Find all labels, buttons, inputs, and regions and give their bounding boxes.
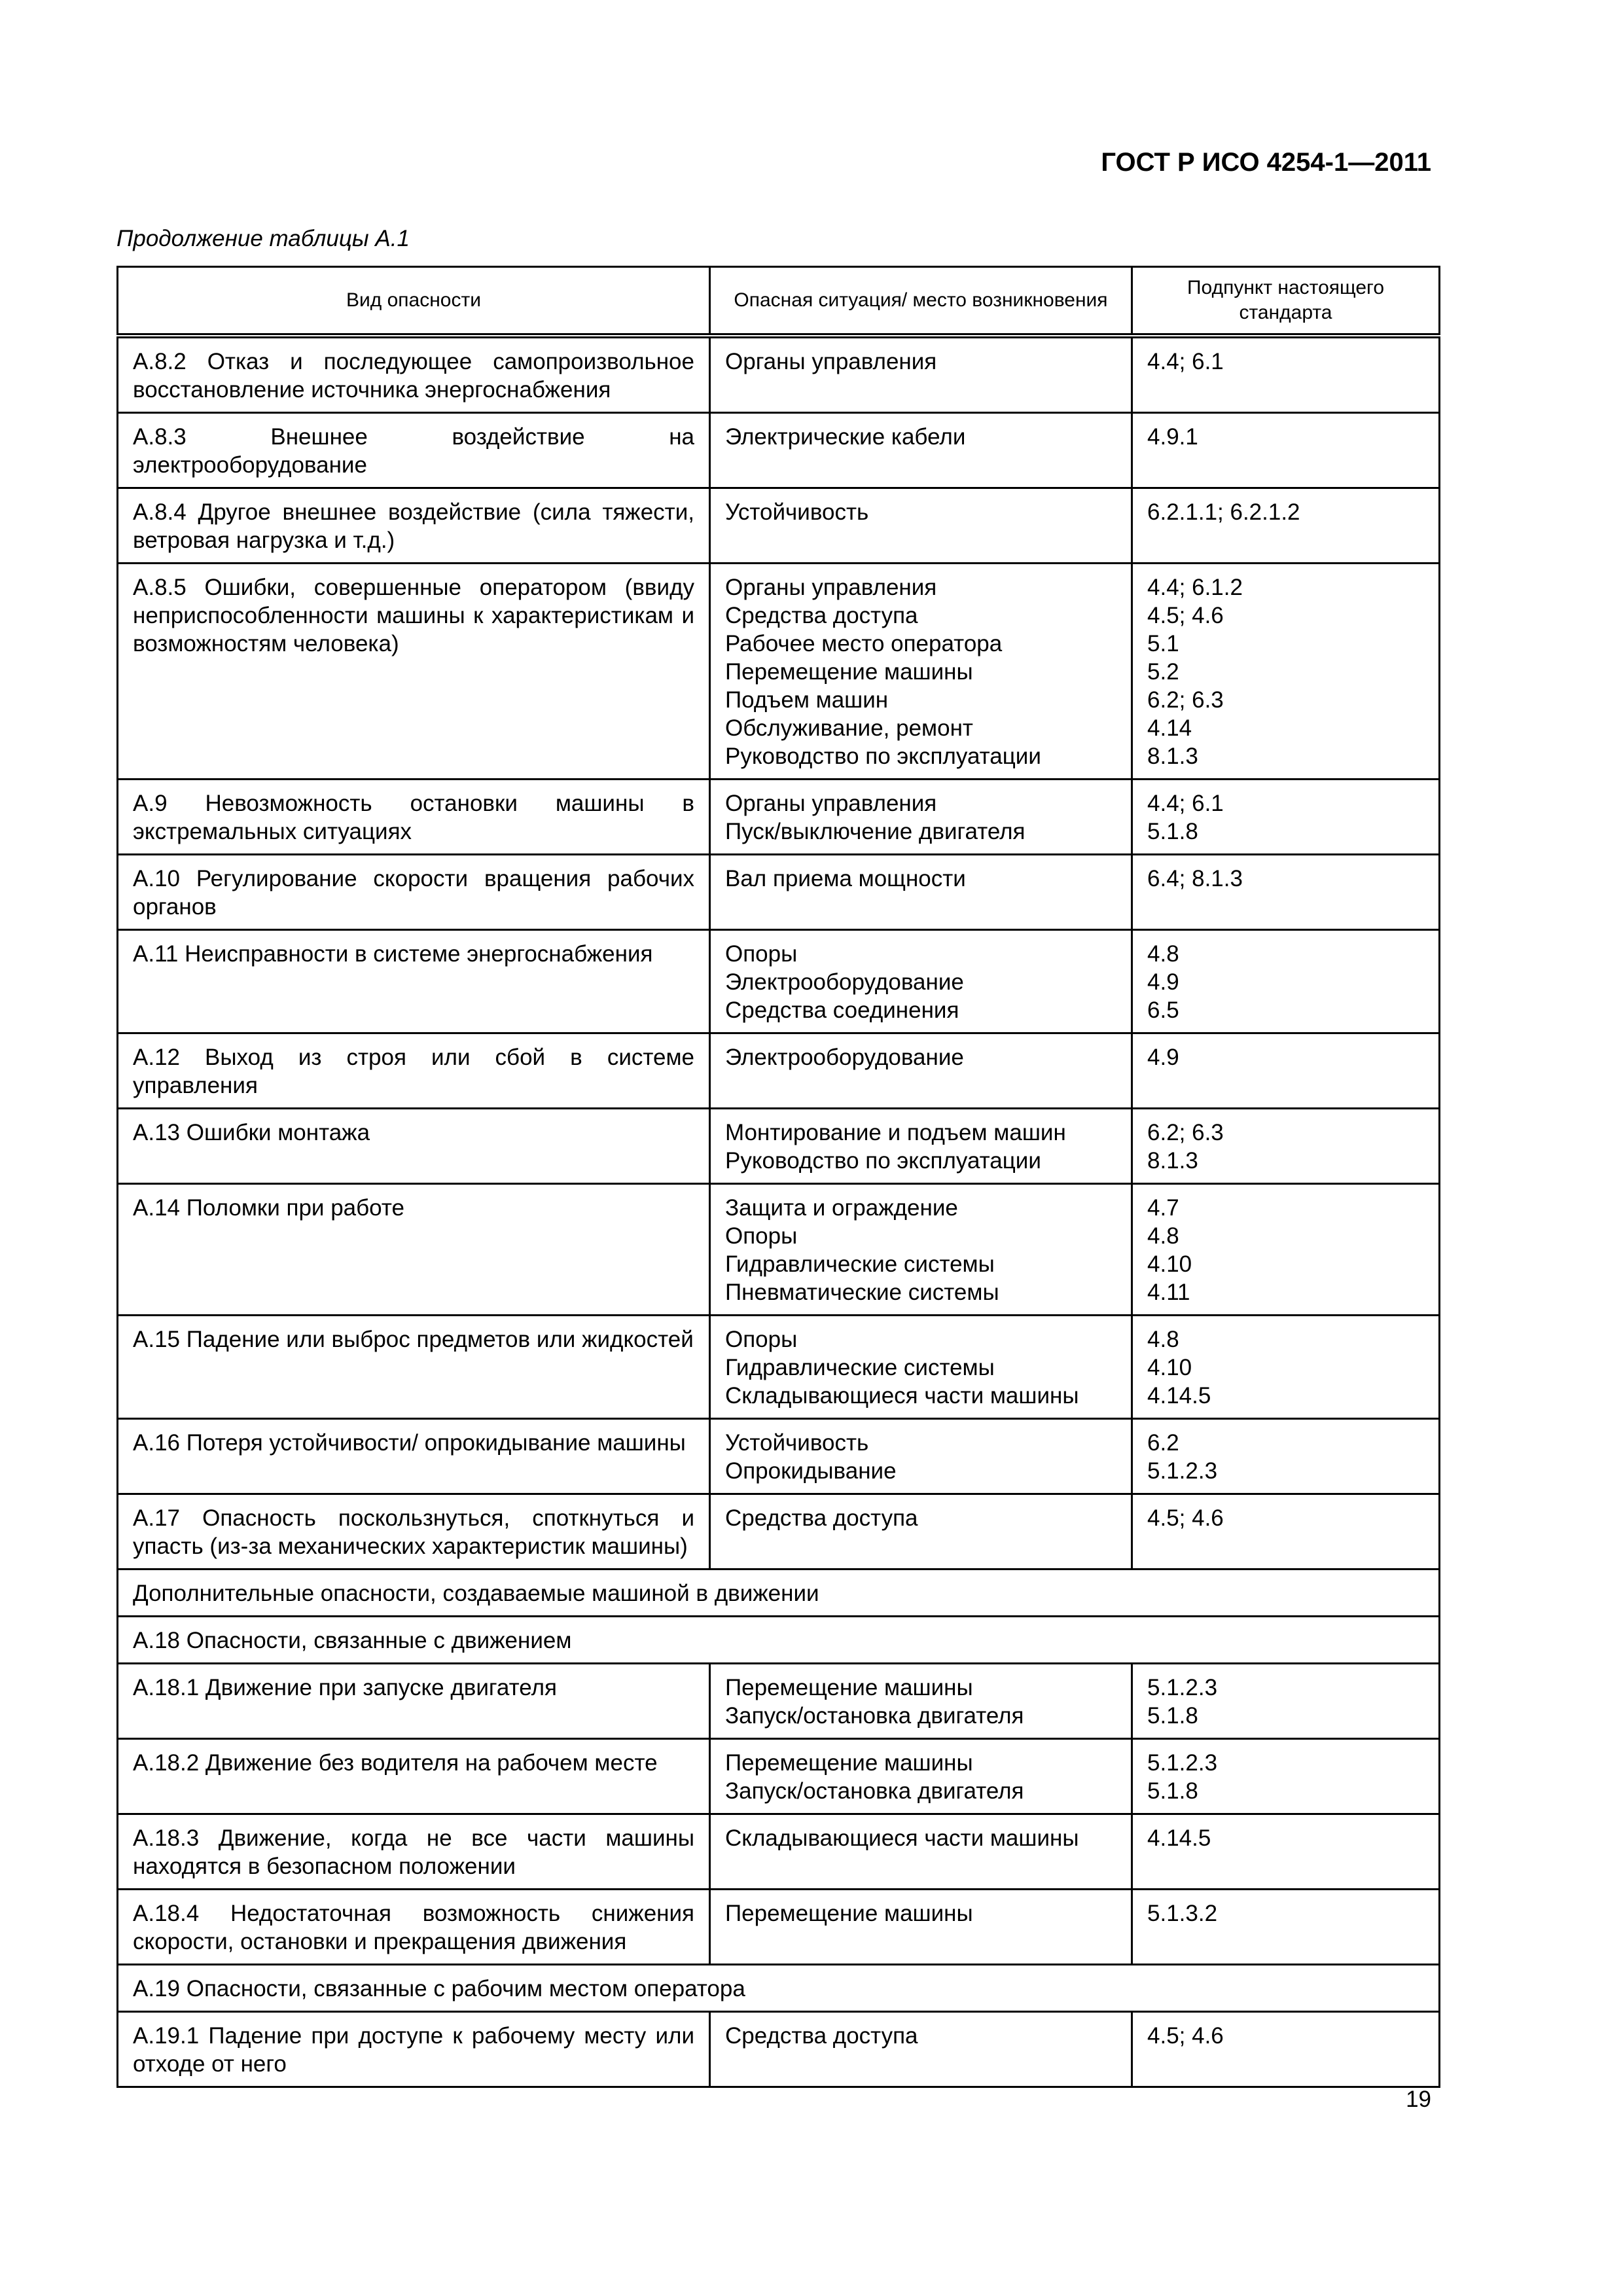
situation-line: Средства доступа [725,2023,918,2049]
situation-line: Перемещение машины [725,1901,973,1926]
clause-line: 6.2; 6.3 [1147,1120,1224,1145]
hazard-cell: А.15 Падение или выброс предметов или жидкостей [118,1316,710,1419]
clause-line: 5.1.8 [1147,1778,1198,1804]
hazard-cell: А.12 Выход из строя или сбой в системе управления [118,1033,710,1109]
situation-cell [710,1109,1132,1184]
situation-line: Электрические кабели [725,424,966,450]
table-row [118,488,1440,564]
document-code: ГОСТ Р ИСО 4254-1—2011 [1101,148,1431,177]
clause-line: 6.2.1.1; 6.2.1.2 [1147,499,1300,525]
clause-line: 4.8 [1147,941,1179,967]
clause-line: 4.14.5 [1147,1383,1211,1408]
clause-line: 6.4; 8.1.3 [1147,866,1243,891]
hazard-cell: А.16 Потеря устойчивости/ опрокидывание машины [118,1419,710,1494]
table-row [118,1033,1440,1109]
situation-line: Вал приема мощности [725,866,966,891]
situation-line: Перемещение машины [725,659,973,685]
table-row [118,1419,1440,1494]
section-row [118,1617,1440,1664]
situation-line: Средства доступа [725,603,918,628]
clause-cell [1132,1184,1440,1316]
clause-line: 5.2 [1147,659,1179,685]
situation-line: Руководство по эксплуатации [725,744,1041,769]
clause-line: 4.5; 4.6 [1147,603,1224,628]
table-body [118,267,1440,2087]
situation-cell [710,930,1132,1033]
situation-line: Электрооборудование [725,1045,964,1070]
table-row [118,2012,1440,2087]
clause-cell [1132,1739,1440,1814]
situation-cell [710,1814,1132,1890]
clause-line: 4.5; 4.6 [1147,2023,1224,2049]
clause-cell [1132,564,1440,780]
situation-line: Запуск/остановка двигателя [725,1703,1024,1729]
header-hazard-type: Вид опасности [118,267,710,336]
clause-cell [1132,1316,1440,1419]
situation-line: Руководство по эксплуатации [725,1148,1041,1174]
clause-line: 8.1.3 [1147,1148,1198,1174]
clause-cell [1132,1033,1440,1109]
clause-line: 4.4; 6.1 [1147,349,1224,374]
clause-line: 4.9 [1147,1045,1179,1070]
table-row [118,855,1440,930]
situation-line: Пуск/выключение двигателя [725,819,1026,844]
hazard-cell: А.9 Невозможность остановки машины в экстремальных ситуациях [118,780,710,855]
situation-line: Органы управления [725,575,937,600]
situation-line: Устойчивость [725,1430,869,1456]
clause-line: 4.7 [1147,1195,1179,1221]
table-row [118,1109,1440,1184]
table-row [118,930,1440,1033]
clause-line: 5.1.2.3 [1147,1675,1218,1700]
clause-line: 4.4; 6.1.2 [1147,575,1243,600]
clause-line: 8.1.3 [1147,744,1198,769]
situation-line: Защита и ограждение [725,1195,958,1221]
situation-line: Перемещение машины [725,1750,973,1776]
situation-line: Пневматические системы [725,1280,999,1305]
clause-cell [1132,488,1440,564]
clause-cell [1132,930,1440,1033]
clause-line: 4.11 [1147,1280,1190,1305]
table-header-row [118,267,1440,336]
hazard-cell: А.13 Ошибки монтажа [118,1109,710,1184]
header-situation: Опасная ситуация/ место возникновения [710,267,1132,336]
hazard-cell: А.8.2 Отказ и последующее самопроизвольное восстановление источника энергоснабжения [118,336,710,413]
clause-cell [1132,855,1440,930]
table-caption: Продолжение таблицы А.1 [116,226,410,251]
clause-cell [1132,1109,1440,1184]
situation-line: Рабочее место оператора [725,631,1003,656]
clause-line: 5.1.3.2 [1147,1901,1218,1926]
hazard-cell: А.8.3 Внешнее воздействие на электрооборудование [118,413,710,488]
table-row [118,336,1440,413]
situation-line: Устойчивость [725,499,869,525]
clause-cell [1132,780,1440,855]
clause-line: 5.1.2.3 [1147,1750,1218,1776]
situation-line: Опоры [725,941,798,967]
hazard-cell: А.19.1 Падение при доступе к рабочему месту или отходе от него [118,2012,710,2087]
hazard-cell: А.18.2 Движение без водителя на рабочем месте [118,1739,710,1814]
clause-line: 5.1.2.3 [1147,1458,1218,1484]
page-number: 19 [1406,2087,1431,2112]
clause-line: 5.1 [1147,631,1179,656]
clause-line: 5.1.8 [1147,1703,1198,1729]
situation-cell [710,1739,1132,1814]
situation-line: Опоры [725,1223,798,1249]
situation-line: Опоры [725,1327,798,1352]
situation-line: Гидравлические системы [725,1251,995,1277]
situation-cell [710,855,1132,930]
clause-line: 5.1.8 [1147,819,1198,844]
section-title: А.18 Опасности, связанные с движением [118,1617,1440,1664]
situation-line: Подъем машин [725,687,889,713]
section-title: Дополнительные опасности, создаваемые машиной в движении [118,1570,1440,1617]
clause-cell [1132,413,1440,488]
header-clause: Подпункт настоящего стандарта [1132,267,1440,336]
table-row [118,1184,1440,1316]
hazard-cell: А.10 Регулирование скорости вращения рабочих органов [118,855,710,930]
situation-line: Органы управления [725,791,937,816]
clause-line: 4.8 [1147,1223,1179,1249]
table-row [118,1890,1440,1965]
clause-line: 4.5; 4.6 [1147,1505,1224,1531]
section-title: А.19 Опасности, связанные с рабочим местом оператора [118,1965,1440,2012]
clause-line: 4.8 [1147,1327,1179,1352]
situation-line: Органы управления [725,349,937,374]
table-row [118,564,1440,780]
clause-line: 4.9 [1147,969,1179,995]
hazard-table [116,266,1440,2088]
hazard-cell: А.8.4 Другое внешнее воздействие (сила тяжести, ветровая нагрузка и т.д.) [118,488,710,564]
section-row [118,1965,1440,2012]
table-row [118,1739,1440,1814]
clause-cell [1132,336,1440,413]
situation-line: Обслуживание, ремонт [725,715,973,741]
table-row [118,1664,1440,1739]
situation-cell [710,336,1132,413]
situation-line: Складывающиеся части машины [725,1825,1079,1851]
clause-line: 6.2 [1147,1430,1179,1456]
situation-cell [710,1033,1132,1109]
situation-cell [710,1184,1132,1316]
situation-cell [710,1316,1132,1419]
situation-cell [710,780,1132,855]
situation-line: Гидравлические системы [725,1355,995,1380]
hazard-cell: А.8.5 Ошибки, совершенные оператором (ввиду неприспособленности машины к характеристикам и возможностям человека) [118,564,710,780]
situation-cell [710,2012,1132,2087]
clause-line: 4.14 [1147,715,1192,741]
hazard-cell: А.18.3 Движение, когда не все части машины находятся в безопасном положении [118,1814,710,1890]
situation-cell [710,564,1132,780]
situation-line: Электрооборудование [725,969,964,995]
situation-cell [710,1890,1132,1965]
clause-line: 4.10 [1147,1355,1192,1380]
situation-cell [710,413,1132,488]
clause-cell [1132,1664,1440,1739]
table-row [118,780,1440,855]
situation-line: Опрокидывание [725,1458,897,1484]
situation-line: Монтирование и подъем машин [725,1120,1066,1145]
situation-cell [710,1419,1132,1494]
clause-line: 4.9.1 [1147,424,1198,450]
table-row [118,1814,1440,1890]
situation-line: Запуск/остановка двигателя [725,1778,1024,1804]
table-row [118,1316,1440,1419]
situation-line: Средства доступа [725,1505,918,1531]
situation-cell [710,1494,1132,1570]
situation-line: Перемещение машины [725,1675,973,1700]
hazard-cell: А.18.4 Недостаточная возможность снижения скорости, остановки и прекращения движения [118,1890,710,1965]
clause-cell [1132,2012,1440,2087]
clause-cell [1132,1814,1440,1890]
situation-line: Складывающиеся части машины [725,1383,1079,1408]
hazard-cell: А.18.1 Движение при запуске двигателя [118,1664,710,1739]
clause-line: 4.4; 6.1 [1147,791,1224,816]
clause-cell [1132,1890,1440,1965]
clause-line: 4.10 [1147,1251,1192,1277]
clause-line: 6.5 [1147,997,1179,1023]
situation-cell [710,1664,1132,1739]
table-row [118,1494,1440,1570]
situation-line: Средства соединения [725,997,959,1023]
section-row [118,1570,1440,1617]
situation-cell [710,488,1132,564]
clause-cell [1132,1419,1440,1494]
hazard-cell: А.14 Поломки при работе [118,1184,710,1316]
clause-cell [1132,1494,1440,1570]
clause-line: 4.14.5 [1147,1825,1211,1851]
clause-line: 6.2; 6.3 [1147,687,1224,713]
hazard-cell: А.11 Неисправности в системе энергоснабжения [118,930,710,1033]
hazard-cell: А.17 Опасность поскользнуться, споткнуться и упасть (из-за механических характеристик машины) [118,1494,710,1570]
table-row [118,413,1440,488]
